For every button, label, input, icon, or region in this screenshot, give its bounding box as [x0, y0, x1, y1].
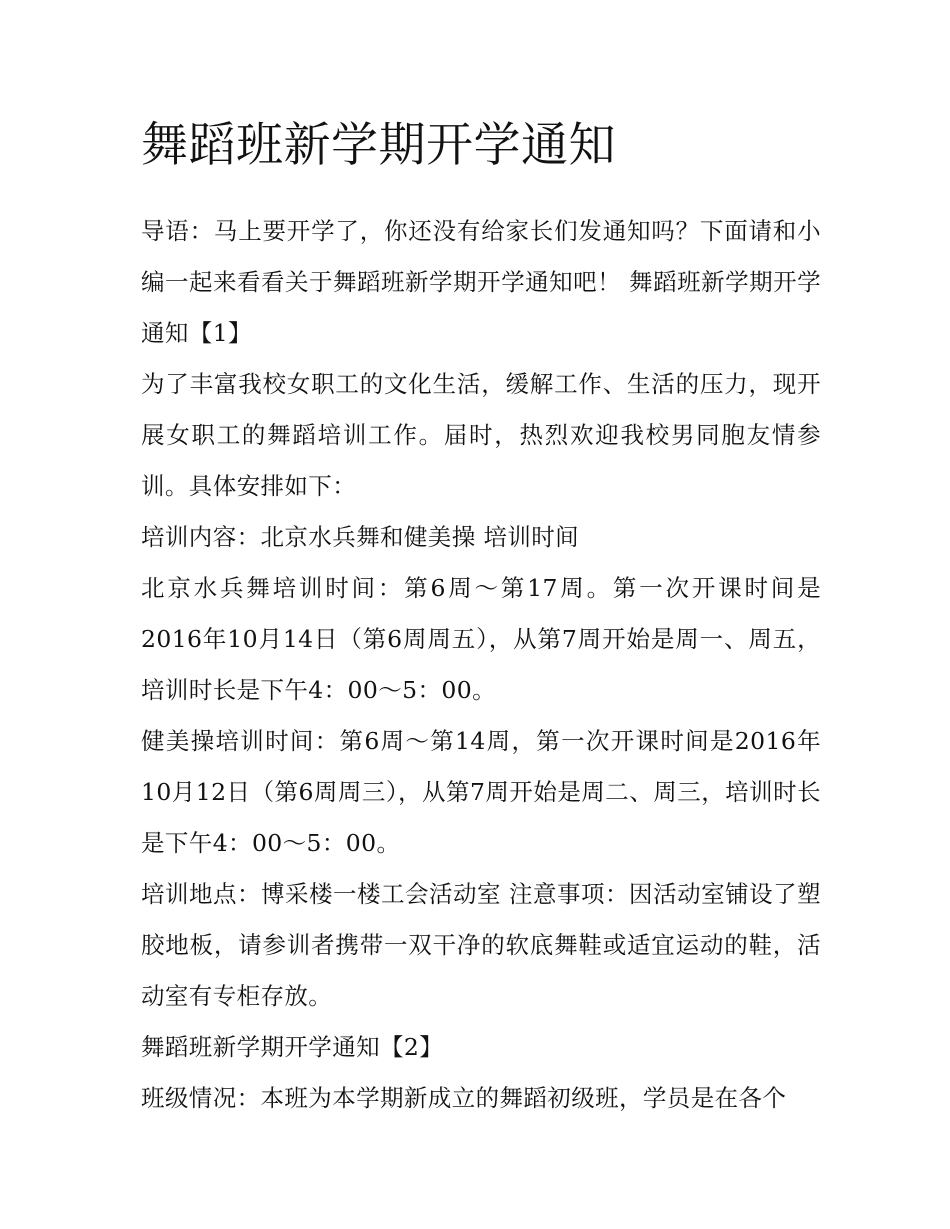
class-info-paragraph: 班级情况：本班为本学期新成立的舞蹈初级班，学员是在各个 [141, 1084, 787, 1112]
intro-paragraph: 导语：马上要开学了，你还没有给家长们发通知吗？下面请和小编一起来看看关于舞蹈班新学期开学通知吧！ 舞蹈班新学期开学通知【1】 [141, 217, 821, 347]
document-title: 舞蹈班新学期开学通知 [141, 118, 616, 173]
document-content [141, 112, 821, 1124]
training-content-paragraph: 培训内容：北京水兵舞和健美操 培训时间 [141, 523, 580, 551]
location-notes-paragraph: 培训地点：博采楼一楼工会活动室 注意事项：因活动室铺设了塑胶地板，请参训者携带一双干净的软底舞鞋或适宜运动的鞋，活动室有专柜存放。 [141, 880, 821, 1010]
section-heading-2: 舞蹈班新学期开学通知【2】 [141, 1033, 444, 1061]
document-body [141, 206, 821, 1124]
aerobics-schedule-paragraph: 健美操培训时间：第6周～第14周，第一次开课时间是2016年10月12日（第6周周三），从第7周开始是周二、周三，培训时长是下午4：00～5：00。 [141, 727, 821, 857]
purpose-paragraph: 为了丰富我校女职工的文化生活，缓解工作、生活的压力，现开展女职工的舞蹈培训工作。届时，热烈欢迎我校男同胞友情参训。具体安排如下： [141, 370, 821, 500]
dance-schedule-paragraph: 北京水兵舞培训时间：第6周～第17周。第一次开课时间是2016年10月14日（第6周周五），从第7周开始是周一、周五，培训时长是下午4：00～5：00。 [141, 574, 821, 704]
